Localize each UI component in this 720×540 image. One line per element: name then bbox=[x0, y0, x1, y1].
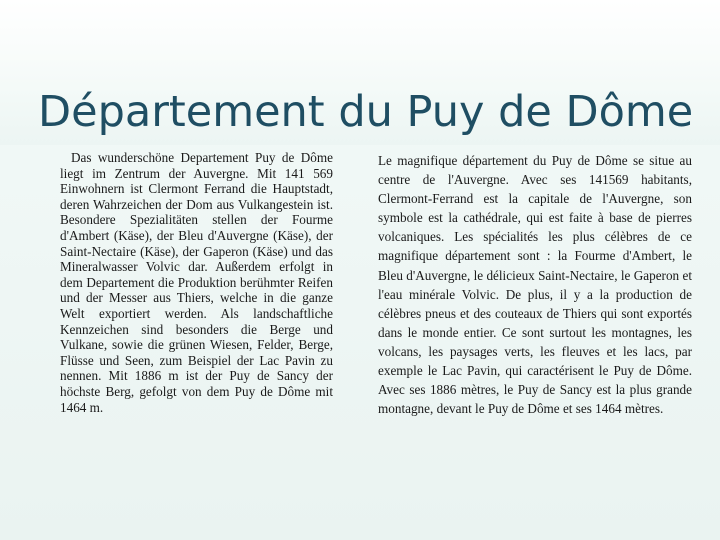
german-paragraph: Das wunderschöne Departement Puy de Dôme liegt im Zentrum der Auvergne. Mit 141 569 Einwohnern ist Clermont Ferrand die Hauptstadt, deren Wahrzeichen der Dom aus Vulkangestein ist. Besondere Spezialitäten stellen der Fourme d'Ambert (Käse), der Bleu d'Auvergne (Käse), der Saint-Nectaire (Käse), der Gaperon (Käse) und das Mineralwasser Volvic dar. Außerdem erfolgt in dem Departement die Produktion berühmter Reifen und der Messer aus Thiers, welche in die ganze Welt exportiert werden. Als landschaftliche Kennzeichen sind besonders die Berge und Vulkane, sowie die grünen Wiesen, Felder, Berge, Flüsse und Seen, zum Beispiel der Lac Pavin zu nennen. Mit 1886 m ist der Puy de Sancy der höchste Berg, gefolgt von dem Puy de Dôme mit 1464 m. bbox=[60, 150, 333, 415]
slide-title: Département du Puy de Dôme bbox=[38, 87, 694, 137]
french-paragraph: Le magnifique département du Puy de Dôme se situe au centre de l'Auvergne. Avec ses 141569 habitants, Clermont-Ferrand est la capitale de l'Auvergne, son symbole est la cathédrale, qui est faite à base de pierres volcaniques. Les spécialités les plus célèbres de ce magnifique département sont : la Fourme d'Ambert, le Bleu d'Auvergne, le délicieux Saint-Nectaire, le Gaperon et l'eau minérale Volvic. De plus, il y a la production de célèbres pneus et des couteaux de Thiers qui sont exportés dans le monde entier. Ce sont surtout les montagnes, les volcans, les paysages verts, les fleuves et les lacs, par exemple le Lac Pavin, qui caractérisent le Puy de Dôme. Avec ses 1886 mètres, le Puy de Sancy est la plus grande montagne, devant le Puy de Dôme et ses 1464 mètres. bbox=[378, 153, 692, 417]
